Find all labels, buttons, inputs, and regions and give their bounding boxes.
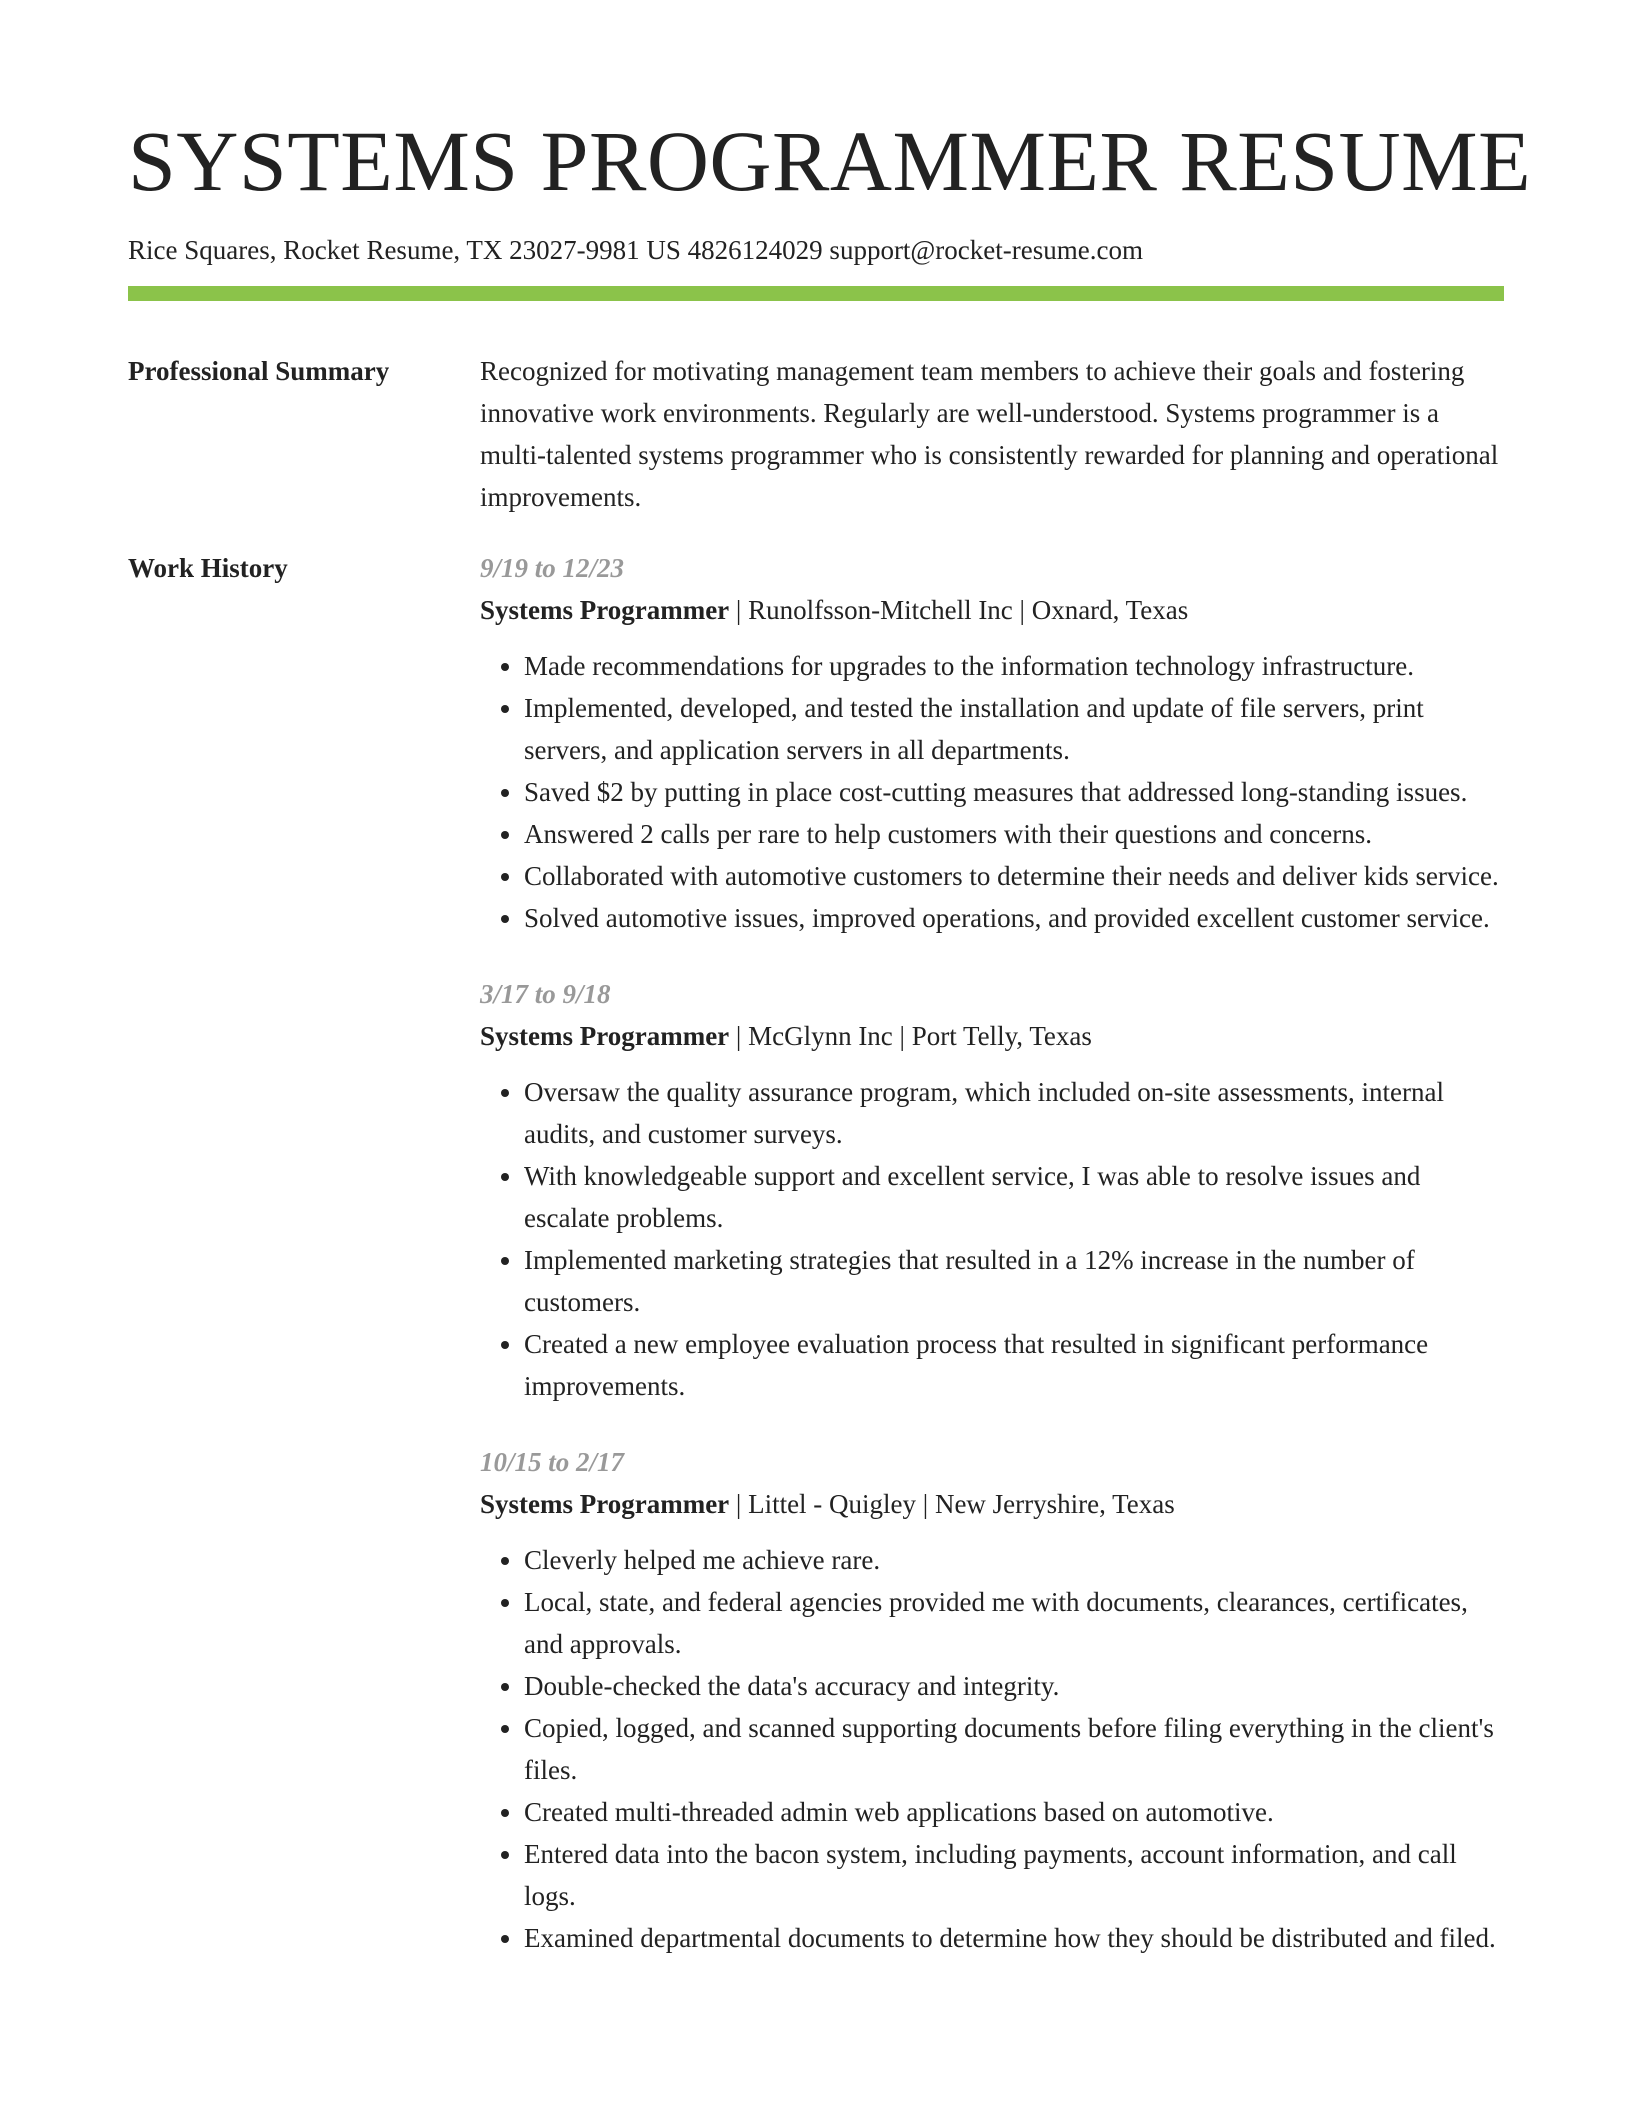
job-bullet-list <box>480 645 1502 939</box>
section-label-professional-summary: Professional Summary <box>128 356 390 386</box>
job-bullet: • Oversaw the quality assurance program, which included on-site assessments, internal audits, and customer surveys. <box>524 1071 1502 1155</box>
job-employer-location: | McGlynn Inc | Port Telly, Texas <box>729 1021 1092 1051</box>
job-bullet: • Entered data into the bacon system, including payments, account information, and call logs. <box>524 1833 1502 1917</box>
job-entry <box>480 547 1502 939</box>
job-heading <box>480 1015 1502 1057</box>
job-heading <box>480 589 1502 631</box>
job-title: Systems Programmer <box>480 1489 730 1519</box>
job-bullet-list <box>480 1071 1502 1407</box>
work-history-body <box>480 547 1502 1993</box>
job-bullet: • Collaborated with automotive customers to determine their needs and deliver kids service. <box>524 855 1502 897</box>
resume-title: SYSTEMS PROGRAMMER RESUME <box>128 113 1532 209</box>
job-bullet: • Made recommendations for upgrades to the information technology infrastructure. <box>524 645 1502 687</box>
job-bullet: • Saved $2 by putting in place cost-cutting measures that addressed long-standing issues. <box>524 771 1502 813</box>
header-divider <box>128 286 1504 301</box>
job-title: Systems Programmer <box>480 595 730 625</box>
job-employer-location: | Runolfsson-Mitchell Inc | Oxnard, Texas <box>729 595 1189 625</box>
job-bullet: • Cleverly helped me achieve rare. <box>524 1539 1502 1581</box>
job-bullet: • Answered 2 calls per rare to help customers with their questions and concerns. <box>524 813 1502 855</box>
job-heading <box>480 1483 1502 1525</box>
job-bullet: • Created a new employee evaluation process that resulted in significant performance improvements. <box>524 1323 1502 1407</box>
summary-body <box>480 350 1502 518</box>
job-entry <box>480 973 1502 1407</box>
job-bullet-list <box>480 1539 1502 1959</box>
job-bullet: • Implemented, developed, and tested the installation and update of file servers, print servers, and application servers in all departments. <box>524 687 1502 771</box>
contact-line: Rice Squares, Rocket Resume, TX 23027-9981 US 4826124029 support@rocket-resume.com <box>128 235 1143 265</box>
job-bullet: • Local, state, and federal agencies provided me with documents, clearances, certificates, and approvals. <box>524 1581 1502 1665</box>
job-dates: 10/15 to 2/17 <box>480 1447 625 1477</box>
job-bullet: • Examined departmental documents to determine how they should be distributed and filed. <box>524 1917 1502 1959</box>
job-bullet: • Copied, logged, and scanned supporting documents before filing everything in the client's files. <box>524 1707 1502 1791</box>
job-dates: 9/19 to 12/23 <box>480 553 625 583</box>
summary-text: Recognized for motivating management team members to achieve their goals and fostering innovative work environments. Regularly are well-understood. Systems programmer is a multi-talented systems programmer who is consistently rewarded for planning and operational improvements. <box>480 356 1499 512</box>
job-bullet: • Implemented marketing strategies that resulted in a 12% increase in the number of customers. <box>524 1239 1502 1323</box>
job-bullet: • With knowledgeable support and excellent service, I was able to resolve issues and escalate problems. <box>524 1155 1502 1239</box>
job-dates: 3/17 to 9/18 <box>480 979 611 1009</box>
job-bullet: • Created multi-threaded admin web applications based on automotive. <box>524 1791 1502 1833</box>
job-entry <box>480 1441 1502 1959</box>
job-title: Systems Programmer <box>480 1021 730 1051</box>
job-employer-location: | Littel - Quigley | New Jerryshire, Texas <box>729 1489 1175 1519</box>
section-label-work-history: Work History <box>128 553 288 583</box>
job-bullet: • Solved automotive issues, improved operations, and provided excellent customer service. <box>524 897 1502 939</box>
job-bullet: • Double-checked the data's accuracy and integrity. <box>524 1665 1502 1707</box>
